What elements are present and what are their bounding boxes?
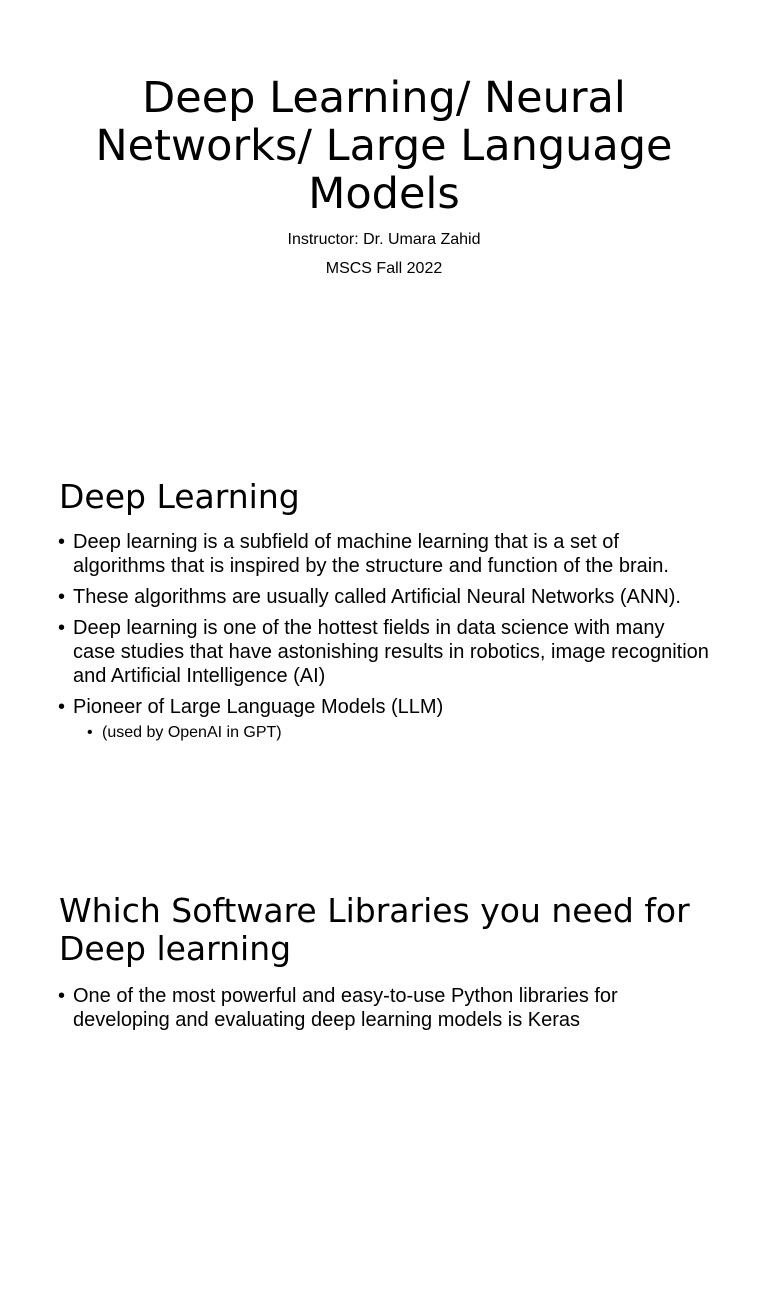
bullet-item: • Deep learning is one of the hottest fields in data science with many case studies that have astonishing results in robotics, image recognition and Artificial Intelligence (AI)	[58, 616, 712, 688]
bullet-item: • Pioneer of Large Language Models (LLM)	[58, 695, 712, 719]
bullet-item: • Deep learning is a subfield of machine learning that is a set of algorithms that is inspired by the structure and function of the brain.	[58, 530, 712, 578]
bullet-item: • These algorithms are usually called Artificial Neural Networks (ANN).	[58, 585, 712, 609]
bullet-item: • One of the most powerful and easy-to-use Python libraries for developing and evaluating deep learning models is Keras	[58, 984, 712, 1032]
instructor-subtitle: Instructor: Dr. Umara Zahid	[287, 231, 481, 248]
bullet-list	[58, 984, 712, 1039]
bullet-list	[58, 530, 712, 750]
title-slide	[0, 0, 768, 432]
software-libraries-slide	[0, 860, 768, 1292]
course-subtitle: MSCS Fall 2022	[325, 260, 443, 277]
slide-title: Deep Learning	[59, 477, 300, 516]
slide-title: Which Software Libraries you need for Deep learning	[59, 891, 690, 968]
presentation-title: Deep Learning/ Neural Networks/ Large Language Models	[95, 73, 673, 219]
deep-learning-slide	[0, 440, 768, 872]
sub-bullet-item: • (used by OpenAI in GPT)	[87, 723, 712, 743]
